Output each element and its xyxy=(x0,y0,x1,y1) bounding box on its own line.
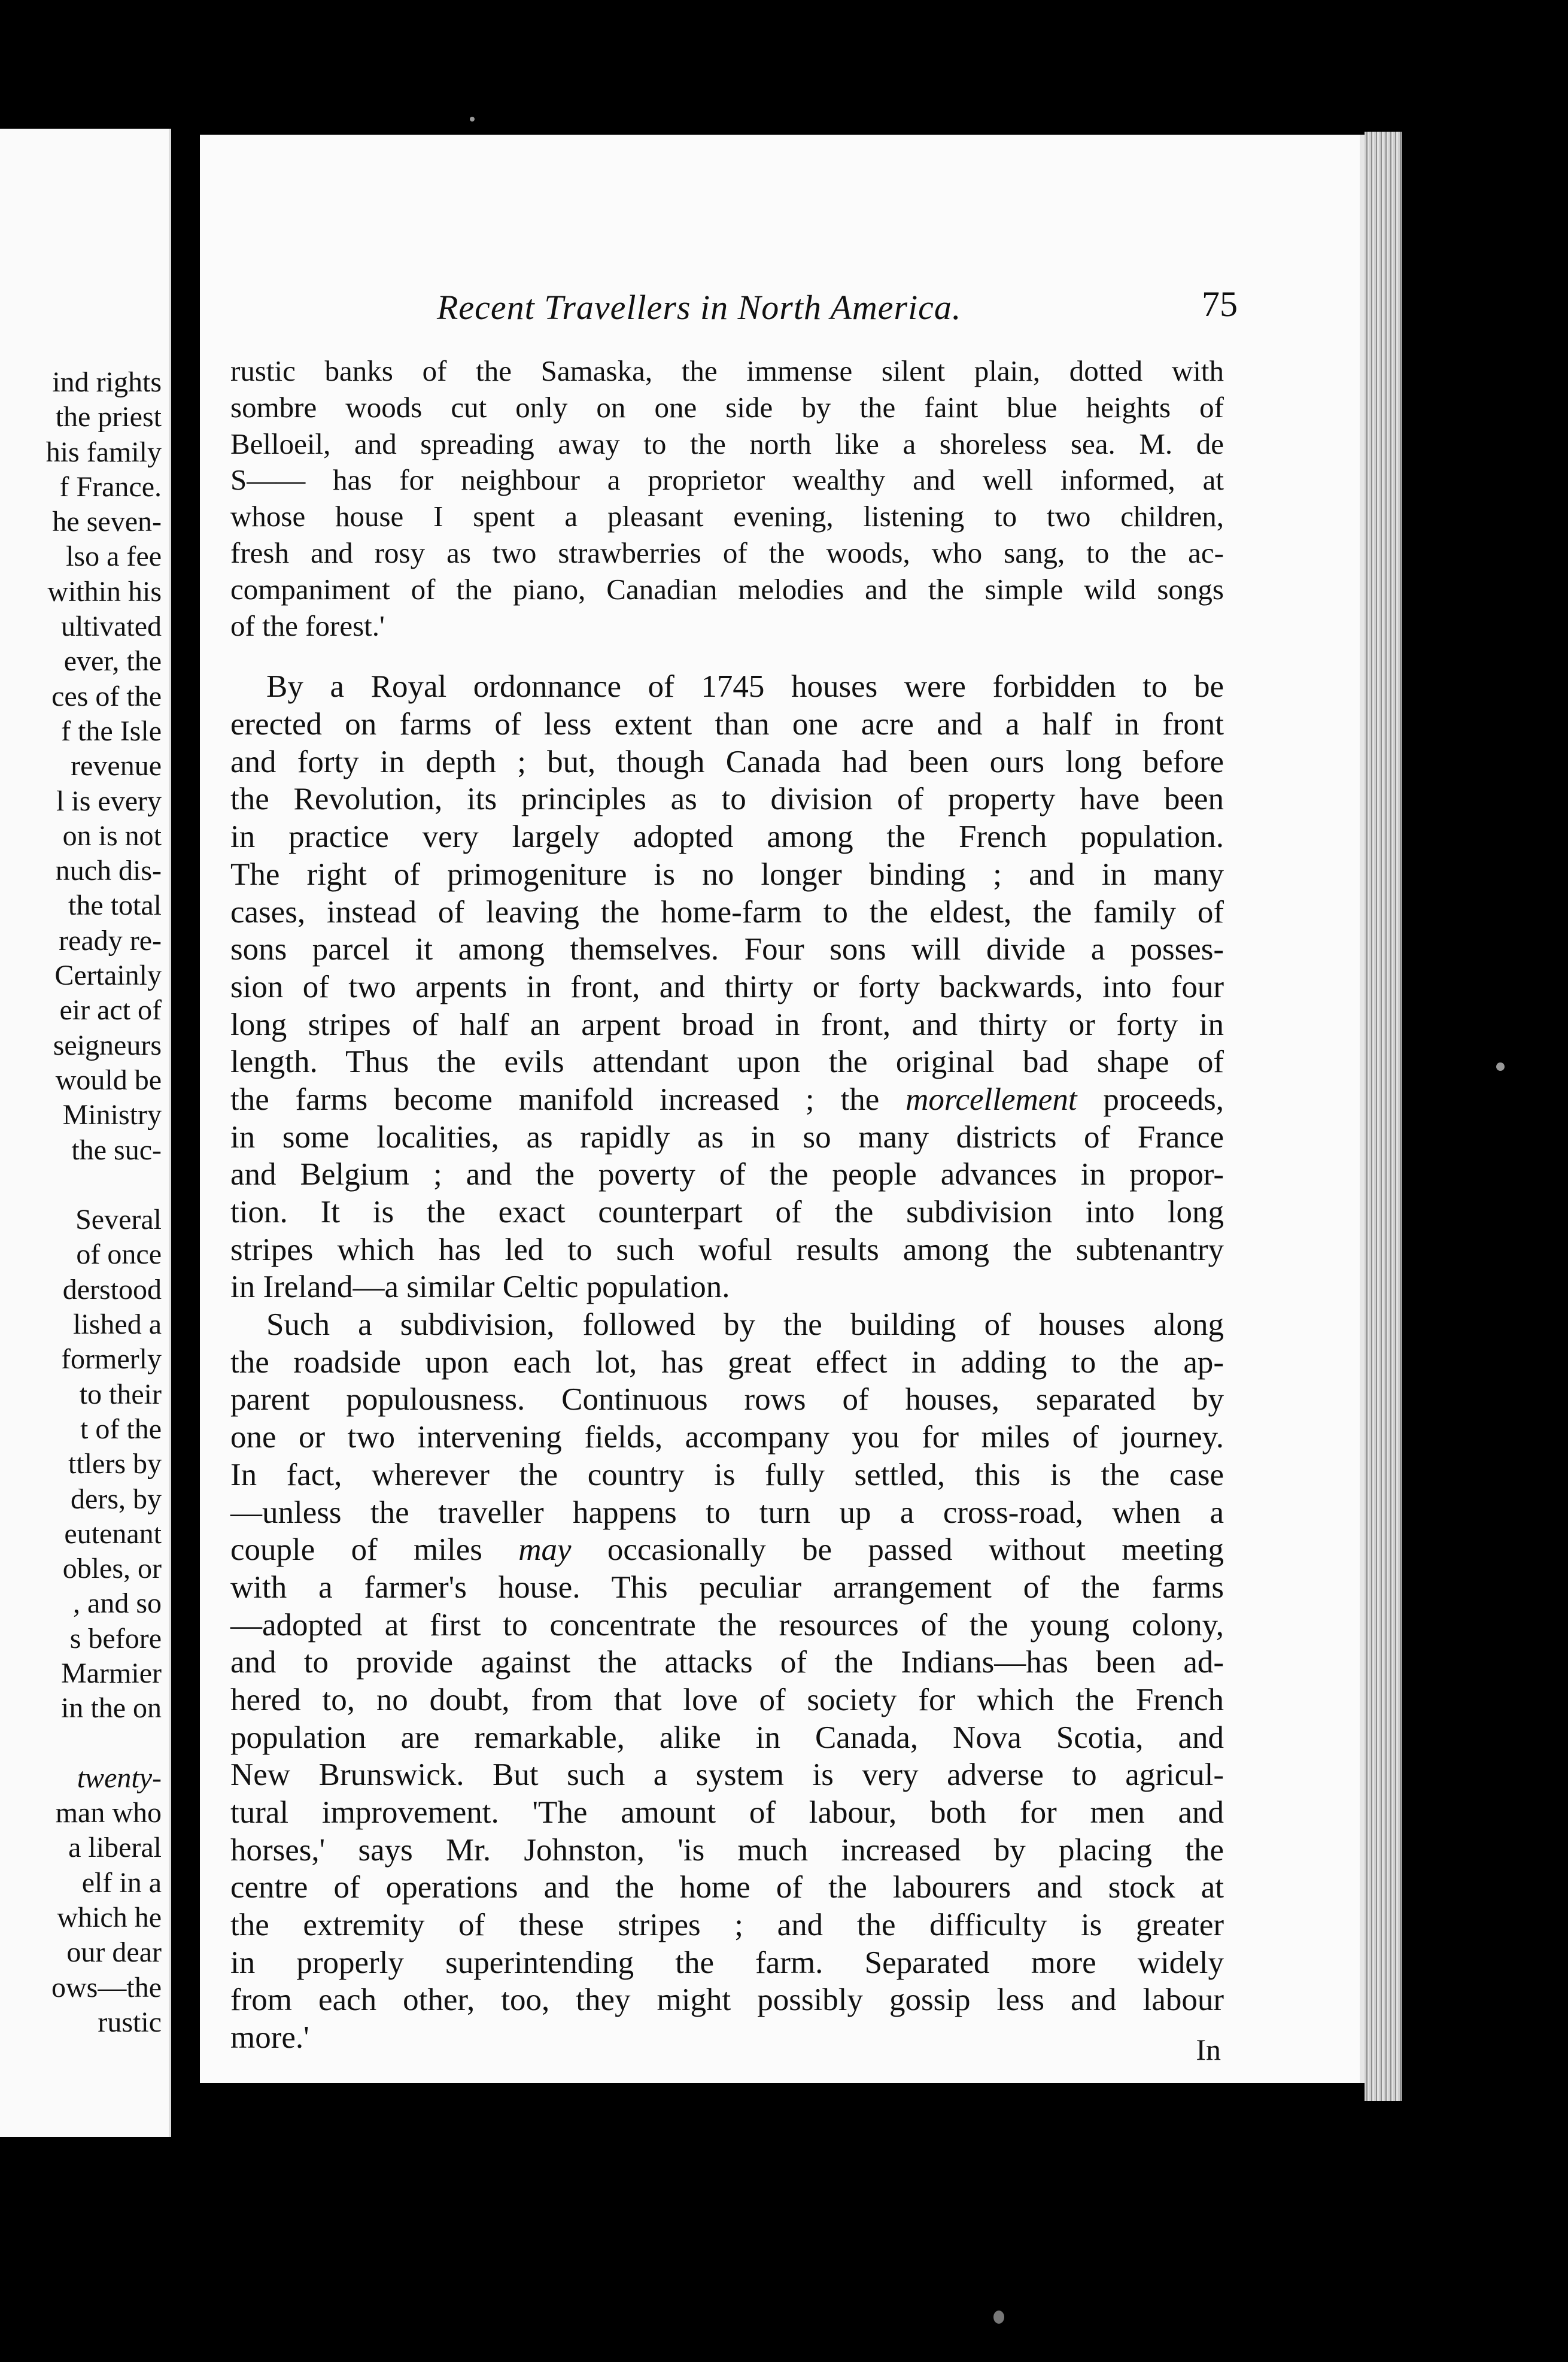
facing-page-line: the suc- xyxy=(71,1134,162,1166)
text-line: By a Royal ordonnance of 1745 houses were forbidden to be xyxy=(266,669,1224,705)
text-line: —unless the traveller happens to turn up a cross-road, when a xyxy=(230,1495,1224,1530)
text-line: cases, instead of leaving the home-farm to the eldest, the family of xyxy=(230,894,1224,930)
dust-speck xyxy=(993,2311,1004,2324)
facing-page-line: ttlers by xyxy=(68,1448,162,1480)
body-text xyxy=(230,353,1224,2057)
text-line: sons parcel it among themselves. Four sons will divide a posses- xyxy=(230,932,1224,967)
page-header xyxy=(233,284,1251,335)
text-line: the Revolution, its principles as to division of property have been xyxy=(230,782,1224,817)
facing-page-line: s before xyxy=(69,1622,162,1654)
text-line: in Ireland—a similar Celtic population. xyxy=(230,1270,730,1305)
facing-page-line: t of the xyxy=(80,1413,162,1445)
facing-page-line: rustic xyxy=(98,2006,162,2038)
facing-page-line: which he xyxy=(57,1902,162,1934)
facing-page-line xyxy=(46,1168,162,1203)
text-line: sombre woods cut only on one side by the faint blue heights of xyxy=(230,390,1224,424)
facing-page-line: f France. xyxy=(59,470,162,503)
text-line: whose house I spent a pleasant evening, listening to two children, xyxy=(230,500,1224,533)
facing-page-line: a liberal xyxy=(68,1832,162,1864)
facing-page-line: Ministry xyxy=(62,1099,162,1131)
paragraph-1 xyxy=(230,353,1224,644)
text-line: sion of two arpents in front, and thirty or forty backwards, into four xyxy=(230,969,1224,1004)
text-line: the extremity of these stripes ; and the difficulty is greater xyxy=(230,1908,1224,1943)
facing-page-line: nuch dis- xyxy=(55,855,162,887)
text-line: hered to, no doubt, from that love of society for which the French xyxy=(230,1682,1224,1717)
facing-page-line: f the Isle xyxy=(61,715,162,747)
text-line: tion. It is the exact counterpart of the subdivision into long xyxy=(230,1195,1224,1229)
paragraph-3 xyxy=(230,1306,1224,2057)
facing-page-line: obles, or xyxy=(62,1553,162,1585)
text-line: erected on farms of less extent than one acre and a half in front xyxy=(230,707,1224,742)
facing-page-line: lso a fee xyxy=(66,541,162,573)
text-line: length. Thus the evils attendant upon the original bad shape of xyxy=(230,1045,1224,1080)
facing-page-line: he seven- xyxy=(52,506,162,538)
running-title: Recent Travellers in North America. xyxy=(437,288,962,327)
text-line: and to provide against the attacks of the Indians—has been ad- xyxy=(230,1645,1224,1680)
text-line: couple of miles may occasionally be passed without meeting xyxy=(230,1532,1224,1568)
text-line: companiment of the piano, Canadian melodies and the simple wild songs xyxy=(230,572,1224,606)
text-line: in practice very largely adopted among the French population. xyxy=(230,819,1224,855)
facing-page-line: ows—the xyxy=(51,1971,162,2003)
text-line: in properly superintending the farm. Separated more widely xyxy=(230,1945,1224,1980)
facing-page-line: within his xyxy=(47,575,162,608)
text-line: one or two intervening fields, accompany you for miles of journey. xyxy=(230,1420,1224,1455)
facing-page-text xyxy=(46,365,162,2040)
text-line: and Belgium ; and the poverty of the people advances in propor- xyxy=(230,1157,1224,1192)
text-line: Belloeil, and spreading away to the north like a shoreless sea. M. de xyxy=(230,427,1224,460)
text-line: New Brunswick. But such a system is very adverse to agricul- xyxy=(230,1757,1224,1793)
facing-page-line: elf in a xyxy=(81,1866,162,1899)
facing-page-line: derstood xyxy=(62,1273,162,1306)
facing-page xyxy=(0,129,171,2137)
facing-page-line: formerly xyxy=(61,1343,162,1376)
facing-page-line: Certainly xyxy=(54,960,162,992)
text-line: In fact, wherever the country is fully settled, this is the case xyxy=(230,1457,1224,1492)
text-line: more.' xyxy=(230,2020,309,2056)
text-line: —adopted at first to concentrate the resources of the young colony, xyxy=(230,1607,1224,1643)
text-line: from each other, too, they might possibly gossip less and labour xyxy=(230,1982,1224,2018)
facing-page-line: revenue xyxy=(71,750,162,782)
text-line: Such a subdivision, followed by the building of houses along xyxy=(266,1307,1224,1343)
facing-page-line: the priest xyxy=(55,401,162,433)
facing-page-line: l is every xyxy=(56,785,162,817)
facing-page-line: of once xyxy=(76,1238,162,1271)
text-line: S—— has for neighbour a proprietor wealthy and well informed, at xyxy=(230,463,1224,497)
dust-speck xyxy=(1496,1062,1505,1071)
dust-speck xyxy=(470,117,475,122)
catchword: In xyxy=(1196,2033,1221,2066)
facing-page-line: in the on xyxy=(61,1692,162,1725)
text-line: fresh and rosy as two strawberries of the woods, who sang, to the ac- xyxy=(230,536,1224,569)
text-line: the roadside upon each lot, has great effect in adding to the ap- xyxy=(230,1344,1224,1380)
text-line: in some localities, as rapidly as in so many districts of France xyxy=(230,1119,1224,1155)
facing-page-line: Marmier xyxy=(61,1657,162,1689)
page-number: 75 xyxy=(1202,284,1238,324)
text-line: with a farmer's house. This peculiar arrangement of the farms xyxy=(230,1569,1224,1605)
facing-page-line xyxy=(46,1726,162,1761)
facing-page-line: Several xyxy=(75,1204,162,1236)
facing-page-line: his family xyxy=(45,436,162,468)
text-line: parent populousness. Continuous rows of houses, separated by xyxy=(230,1382,1224,1417)
text-line: centre of operations and the home of the labourers and stock at xyxy=(230,1870,1224,1905)
facing-page-line: ind rights xyxy=(52,366,162,398)
facing-page-line: ever, the xyxy=(63,645,162,678)
facing-page-line: ders, by xyxy=(71,1483,162,1515)
text-line: horses,' says Mr. Johnston, 'is much increased by placing the xyxy=(230,1832,1224,1868)
paragraph-2 xyxy=(230,668,1224,1306)
facing-page-line: ready re- xyxy=(59,924,162,957)
text-line: The right of primogeniture is no longer binding ; and in many xyxy=(230,857,1224,892)
page-edge xyxy=(1365,132,1402,2101)
facing-page-line: our dear xyxy=(66,1936,162,1969)
facing-page-line: lished a xyxy=(73,1308,162,1341)
facing-page-line: eir act of xyxy=(59,994,162,1027)
facing-page-line: twenty- xyxy=(77,1762,162,1794)
text-line: long stripes of half an arpent broad in front, and thirty or forty in xyxy=(230,1007,1224,1042)
facing-page-line: ultivated xyxy=(61,611,162,643)
text-line: of the forest.' xyxy=(230,609,385,642)
facing-page-line: ces of the xyxy=(51,680,162,712)
facing-page-line: man who xyxy=(55,1797,162,1829)
facing-page-line: would be xyxy=(55,1064,162,1096)
text-line: stripes which has led to such woful results among the subtenantry xyxy=(230,1232,1224,1267)
facing-page-line: on is not xyxy=(62,819,162,852)
text-line: and forty in depth ; but, though Canada had been ours long before xyxy=(230,744,1224,779)
facing-page-line: to their xyxy=(79,1378,162,1410)
text-line: the farms become manifold increased ; the morcellement proceeds, xyxy=(230,1082,1224,1117)
text-line: rustic banks of the Samaska, the immense silent plain, dotted with xyxy=(230,354,1224,387)
text-line: tural improvement. 'The amount of labour, both for men and xyxy=(230,1795,1224,1830)
facing-page-line: seigneurs xyxy=(53,1029,162,1061)
text-line: population are remarkable, alike in Canada, Nova Scotia, and xyxy=(230,1720,1224,1755)
facing-page-line: , and so xyxy=(73,1587,162,1620)
facing-page-line: the total xyxy=(68,889,162,922)
facing-page-line: eutenant xyxy=(64,1517,162,1550)
